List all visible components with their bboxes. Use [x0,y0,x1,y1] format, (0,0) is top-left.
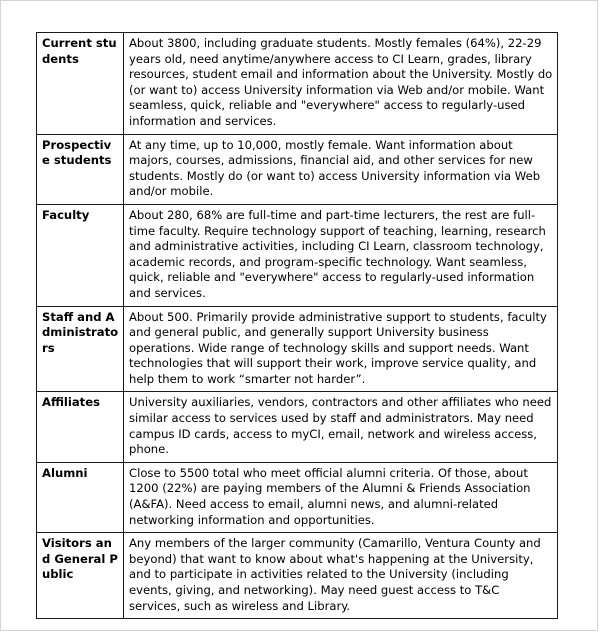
audience-description-cell: About 500. Primarily provide administrative support to students, faculty and general public, and generally support University business operations. Wide range of technology skills and support needs. Want technologies that will support their work, improve service quality, and help them to work “smarter not harder”. [124,306,558,392]
table-row [37,33,558,135]
table-row [37,533,558,619]
audience-description-cell: Close to 5500 total who meet official alumni criteria. Of those, about 1200 (22%) are paying members of the Alumni & Friends Association (A&FA). Need access to email, alumni news, and alumni-related networking information and opportunities. [124,462,558,532]
table-row [37,204,558,306]
audience-description-cell: About 280, 68% are full-time and part-time lecturers, the rest are full-time faculty. Require technology support of teaching, learning, research and administrative activities, including CI Learn, classroom technology, academic records, and program-specific technology. Want seamless, quick, reliable and "everywhere" access to regularly-used information and services. [124,204,558,306]
table-row [37,134,558,204]
table-row [37,462,558,532]
audience-label-cell: Affiliates [37,392,124,462]
audience-description-cell: University auxiliaries, vendors, contractors and other affiliates who need similar access to services used by staff and administrators. May need campus ID cards, access to myCI, email, network and wireless access, phone. [124,392,558,462]
table-body [37,33,558,619]
university-audiences-table [36,32,558,619]
table-row [37,306,558,392]
audience-label-cell: Staff and Administrators [37,306,124,392]
table-row [37,392,558,462]
audience-label-cell: Alumni [37,462,124,532]
audience-label-cell: Prospective students [37,134,124,204]
audience-description-cell: About 3800, including graduate students. Mostly females (64%), 22-29 years old, need anytime/anywhere access to CI Learn, grades, library resources, student email and information about the University. Mostly do (or want to) access University information via Web and/or mobile. Want seamless, quick, reliable and "everywhere" access to regularly-used information and services. [124,33,558,135]
audience-label-cell: Visitors and General Public [37,533,124,619]
audience-label-cell: Faculty [37,204,124,306]
audience-description-cell: Any members of the larger community (Camarillo, Ventura County and beyond) that want to know about what's happening at the University, and to participate in activities related to the University (including events, giving, and networking). May need guest access to T&C services, such as wireless and Library. [124,533,558,619]
audience-label-cell: Current students [37,33,124,135]
audience-description-cell: At any time, up to 10,000, mostly female. Want information about majors, courses, admissions, financial aid, and other services for new students. Mostly do (or want to) access University information via Web and/or mobile. [124,134,558,204]
